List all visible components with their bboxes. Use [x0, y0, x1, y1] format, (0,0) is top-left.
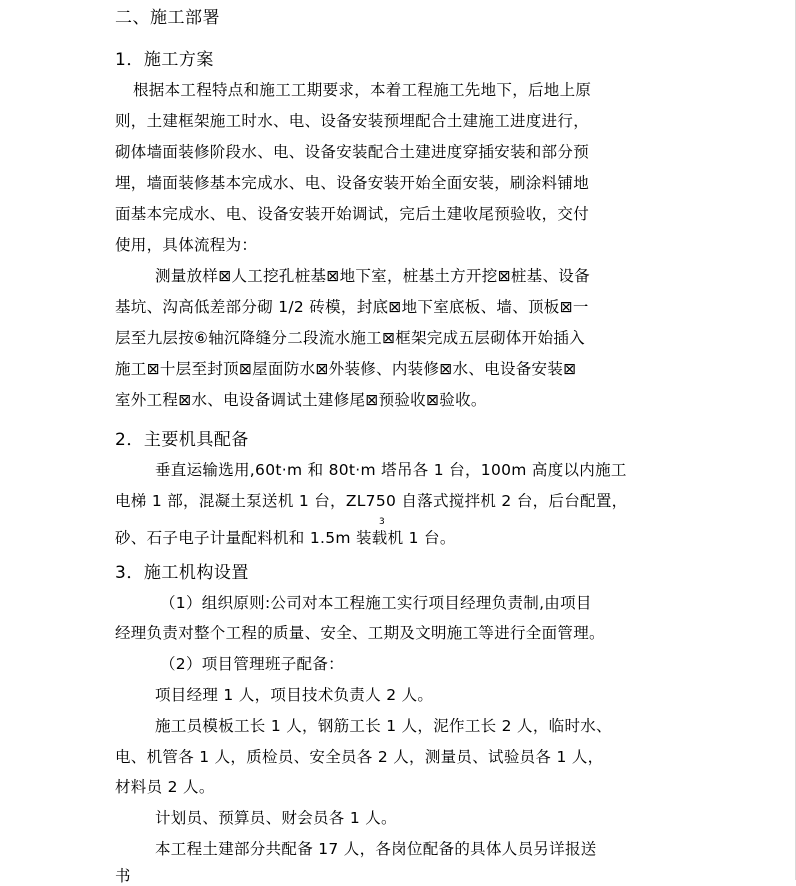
paragraph-line: 施工⊠十层至封顶⊠屋面防水⊠外装修、内装修⊠水、电设备安装⊠	[115, 360, 577, 378]
paragraph-line: 材料员 2 人。	[115, 778, 215, 796]
paragraph-line: （1）组织原则:公司对本工程施工实行项目经理负责制,由项目	[160, 594, 592, 612]
paragraph-line: 项目经理 1 人，项目技术负责人 2 人。	[155, 686, 434, 704]
paragraph-line: 垂直运输选用,60t·m 和 80t·m 塔吊各 1 台，100m 高度以内施工	[155, 461, 627, 479]
paragraph-line: 砂、石子电子计量配料机和 1.5m 装载机 1 台。	[115, 529, 456, 547]
section-title: 二、施工部署	[115, 8, 220, 28]
paragraph-line: 砌体墙面装修阶段水、电、设备安装配合土建进度穿插安装和部分预	[115, 143, 590, 161]
paragraph-line-cutoff: 书	[115, 867, 131, 885]
paragraph-line: 室外工程⊠水、电设备调试土建修尾⊠预验收⊠验收。	[115, 391, 487, 409]
paragraph-line: 施工员模板工长 1 人，钢筋工长 1 人，泥作工长 2 人，临时水、	[155, 717, 612, 735]
paragraph-line: 基坑、沟高低差部分砌 1/2 砖模，封底⊠地下室底板、墙、顶板⊠一	[115, 298, 589, 316]
paragraph-line: 电梯 1 部，混凝土泵送机 1 台，ZL750 自落式搅拌机 2 台，后台配置，	[115, 492, 628, 510]
paragraph-line: 埋，墙面装修基本完成水、电、设备安装开始全面安装，刷涂料铺地	[115, 174, 590, 192]
paragraph-line: 根据本工程特点和施工工期要求，本着工程施工先地下，后地上原	[133, 81, 592, 99]
paragraph-line: 计划员、预算员、财会员各 1 人。	[155, 809, 397, 827]
paragraph-line: 经理负责对整个工程的质量、安全、工期及文明施工等进行全面管理。	[115, 624, 605, 642]
subsection-heading-construction-plan: 1．施工方案	[115, 50, 214, 70]
subsection-heading-equipment: 2．主要机具配备	[115, 430, 249, 450]
superscript-cubic: 3	[379, 517, 386, 527]
subsection-heading-organization: 3．施工机构设置	[115, 563, 249, 583]
paragraph-line: 则，土建框架施工时水、电、设备安装预埋配合土建施工进度进行，	[115, 112, 590, 130]
paragraph-line: 测量放样⊠人工挖孔桩基⊠地下室，桩基土方开挖⊠桩基、设备	[155, 267, 590, 285]
paragraph-line: （2）项目管理班子配备：	[160, 655, 344, 673]
paragraph-line: 层至九层按⑥轴沉降缝分二段流水施工⊠框架完成五层砌体开始插入	[115, 329, 585, 347]
paragraph-line: 电、机管各 1 人，质检员、安全员各 2 人，测量员、试验员各 1 人，	[115, 748, 604, 766]
paragraph-line: 使用，具体流程为：	[115, 236, 258, 254]
paragraph-line: 本工程土建部分共配备 17 人，各岗位配备的具体人员另详报送	[155, 840, 597, 858]
paragraph-line: 面基本完成水、电、设备安装开始调试，完后土建收尾预验收，交付	[115, 205, 590, 223]
